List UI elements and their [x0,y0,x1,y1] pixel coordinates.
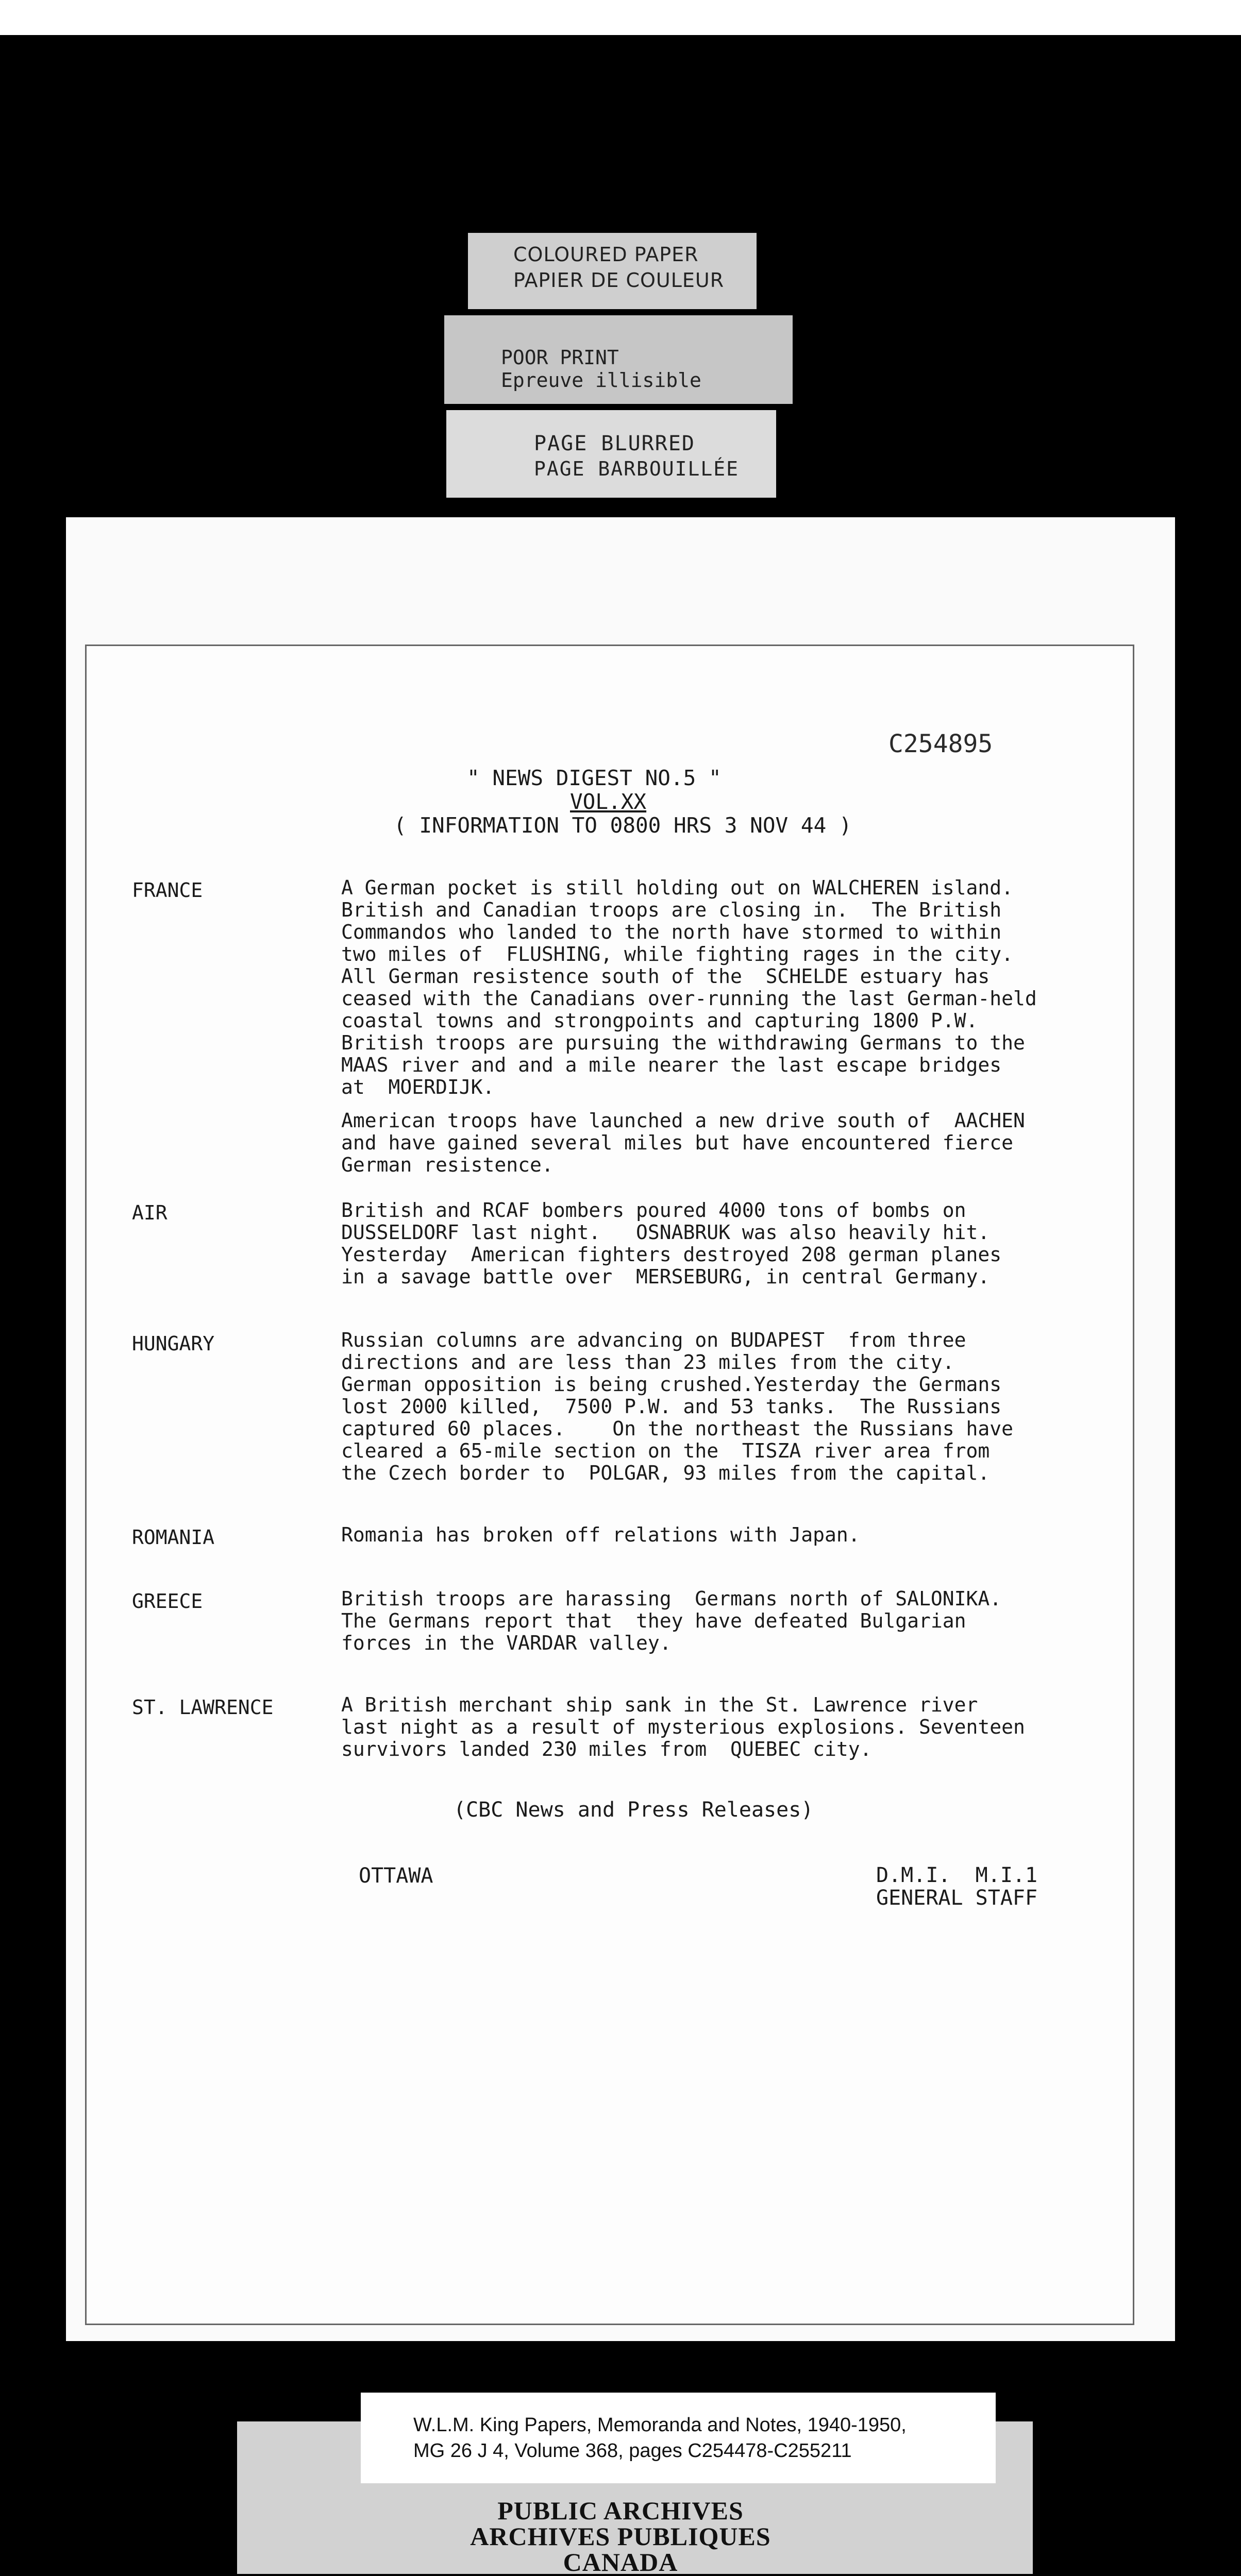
strip-line: Epreuve illisible [501,369,701,392]
strip-line: PAGE BARBOUILLÉE [534,457,740,480]
coloured-paper-strip [468,233,757,309]
page-blurred-strip [446,410,776,498]
strip-line: COLOURED PAPER [513,243,699,266]
archive-stamp-line-3: CANADA [563,2548,678,2576]
section-body-st-lawrence: A British merchant ship sank in the St. Lawrence river last night as a result of mysterious explosions. Seventeen survivors landed 230 miles from QUEBEC city. [341,1693,1025,1760]
top-margin [0,0,1241,35]
place: OTTAWA [359,1864,433,1888]
section-label-air: AIR [132,1201,167,1224]
document-id: C254895 [888,730,993,758]
strip-line: PAGE BLURRED [534,432,695,455]
archive-label-line: W.L.M. King Papers, Memoranda and Notes, 1940-1950, [413,2414,907,2436]
archive-label [361,2393,996,2483]
section-label-greece: GREECE [132,1590,203,1613]
section-label-st-lawrence: ST. LAWRENCE [132,1696,274,1719]
archive-stamp-line-2: ARCHIVES PUBLIQUES [470,2522,771,2551]
strip-line: PAPIER DE COULEUR [513,269,725,292]
title-line-2: VOL.XX [570,789,647,814]
title-line-3: ( INFORMATION TO 0800 HRS 3 NOV 44 ) [394,813,852,838]
source-note: (CBC News and Press Releases) [454,1798,814,1822]
office: D.M.I. M.I.1 GENERAL STAFF [876,1863,1038,1910]
section-body-greece: British troops are harassing Germans north of SALONIKA. The Germans report that they have defeated Bulgarian forces in the VARDAR valley. [341,1587,1002,1654]
archive-label-line: MG 26 J 4, Volume 368, pages C254478-C255211 [413,2440,852,2462]
section-label-france: FRANCE [132,879,203,902]
section-body-france: A German pocket is still holding out on WALCHEREN island. British and Canadian troops are closing in. The British Commandos who landed to the north have stormed to within two miles of FLUSHING, while fighting rages in the city. All German resistence south of the SCHELDE estuary has ceased with the Canadians over-running the last German-held coastal towns and strongpoints and capturing 1800 P.W. British troops are pursuing the withdrawing Germans to the MAAS river and and a mile nearer the last escape bridges at MOERDIJK. [341,876,1037,1098]
section-body-romania: Romania has broken off relations with Japan. [341,1523,860,1546]
archive-stamp-line-1: PUBLIC ARCHIVES [497,2496,744,2525]
document-page [87,646,1133,2324]
section-body-air: British and RCAF bombers poured 4000 tons of bombs on DUSSELDORF last night. OSNABRUK was also heavily hit. Yesterday American fighters destroyed 208 german planes in a savage battle over MERSEBURG, in central Germany. [341,1199,1002,1288]
poor-print-strip [444,315,793,404]
strip-line: POOR PRINT [501,346,619,369]
title-line-1: " NEWS DIGEST NO.5 " [467,766,722,790]
section-label-romania: ROMANIA [132,1526,215,1549]
section-label-hungary: HUNGARY [132,1332,215,1355]
section-body-france-2: American troops have launched a new drive south of AACHEN and have gained several miles but have encountered fierce German resistence. [341,1109,1025,1176]
section-body-hungary: Russian columns are advancing on BUDAPEST from three directions and are less than 23 miles from the city. German opposition is being crushed.Yesterday the Germans lost 2000 killed, 7500 P.W. and 53 tanks. The Russians captured 60 places. On the northeast the Russians have cleared a 65-mile section on the TISZA river area from the Czech border to POLGAR, 93 miles from the capital. [341,1329,1014,1484]
